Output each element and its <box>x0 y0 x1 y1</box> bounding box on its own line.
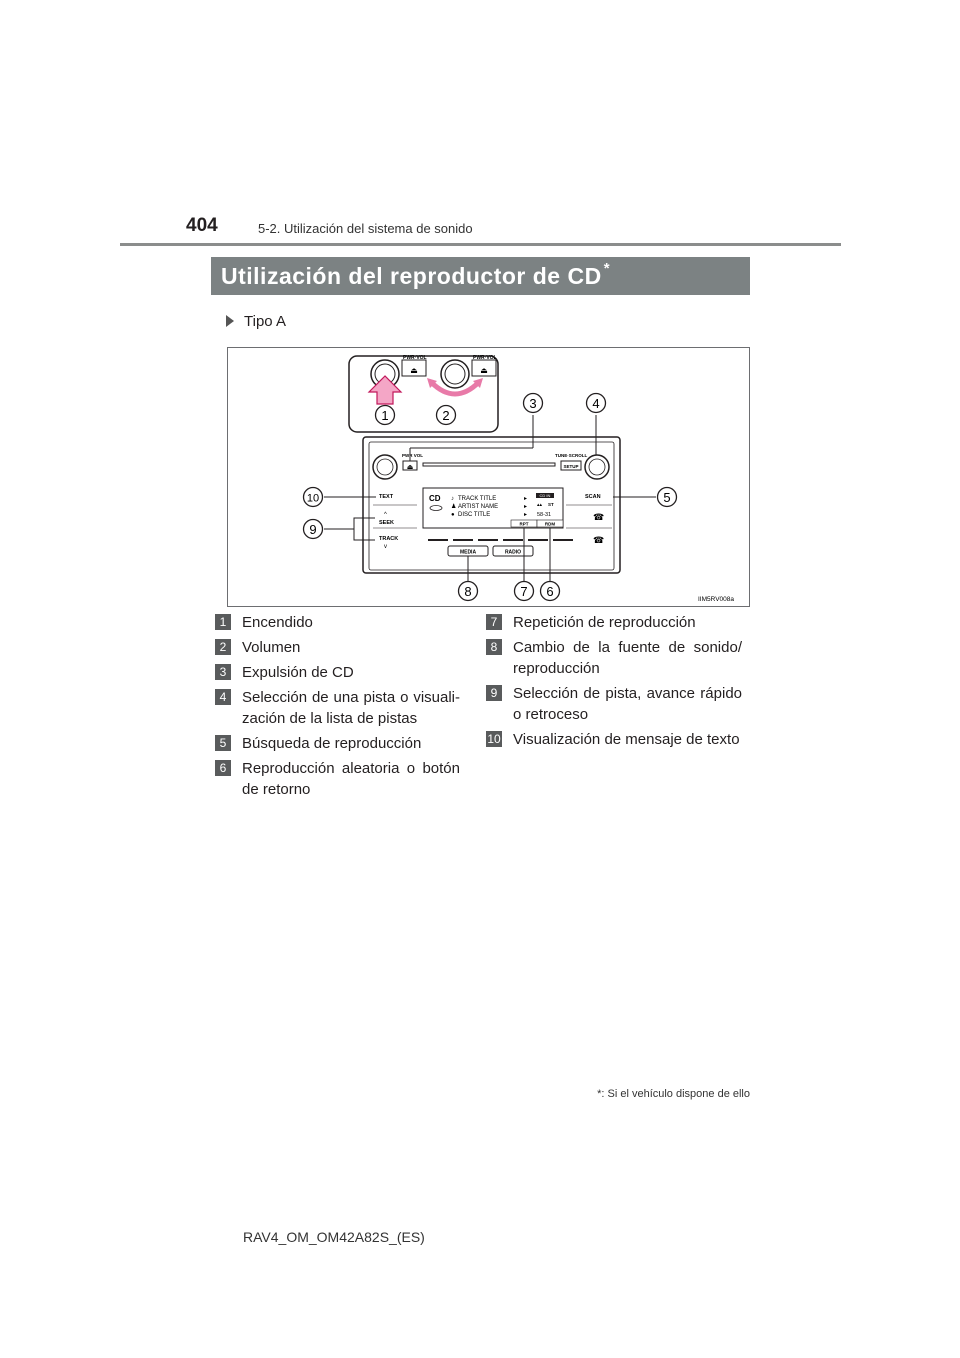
inset-label-right: PWR·VOL <box>473 355 497 361</box>
header-divider <box>120 243 841 246</box>
seek-up-arrow-icon: ^ <box>384 512 387 518</box>
legend-item <box>215 733 460 754</box>
play-arrow-icon: ▸ <box>524 504 528 510</box>
callout-4-label: 4 <box>592 396 600 411</box>
legend-number: 7 <box>486 614 502 630</box>
rpt-label: RPT <box>519 521 529 527</box>
screen-cd-label: CD <box>429 494 441 503</box>
legend-text: Visualización de mensaje de texto <box>513 731 740 748</box>
section-title: 5-2. Utilización del sistema de sonido <box>258 221 473 236</box>
screen-track-title: TRACK TITLE <box>458 496 497 502</box>
power-volume-knob-inner <box>377 459 393 475</box>
legend-number: 4 <box>215 689 231 705</box>
callout-7-label: 7 <box>520 584 528 599</box>
legend-right-column <box>486 612 742 754</box>
legend-item <box>215 637 460 658</box>
disc-small-icon: ● <box>451 512 455 518</box>
legend-item <box>215 687 460 729</box>
stereo-badge: ST <box>548 502 554 507</box>
eject-icon: ⏏ <box>406 464 414 471</box>
legend-text: Repetición de reproducción <box>513 614 696 631</box>
legend-number: 8 <box>486 639 502 655</box>
audio-panel-figure <box>227 347 750 607</box>
callout-8 <box>459 582 478 601</box>
legend-item <box>486 729 742 750</box>
callout-6-label: 6 <box>546 584 554 599</box>
pwr-vol-label: PWR VOL <box>402 453 423 458</box>
legend-number: 2 <box>215 639 231 655</box>
inset-knob-right-inner <box>445 364 465 384</box>
page-number: 404 <box>186 215 218 236</box>
type-heading-label: Tipo A <box>244 313 286 330</box>
music-note-icon: ♪ <box>451 496 454 502</box>
rdm-label: RDM <box>544 521 556 527</box>
callout-3 <box>524 394 543 413</box>
play-arrow-icon: ▸ <box>524 496 528 502</box>
radio-label: RADIO <box>504 549 522 556</box>
play-arrow-icon: ▸ <box>524 512 528 518</box>
tune-scroll-knob-inner <box>589 459 605 475</box>
screen-artist-name: ARTIST NAME <box>458 504 499 510</box>
callout-6 <box>541 582 560 601</box>
phone-icon: ☎ <box>593 512 605 522</box>
legend-number: 9 <box>486 685 502 701</box>
callout-8-label: 8 <box>464 584 472 599</box>
legend-item <box>486 683 742 725</box>
callout-10 <box>304 488 323 507</box>
legend-item <box>215 758 460 800</box>
audio-panel-illustration <box>228 348 749 606</box>
callout-1 <box>376 406 395 425</box>
track-label: TRACK <box>379 536 399 542</box>
callout-5 <box>658 488 677 507</box>
legend-number: 10 <box>487 732 501 746</box>
manual-code: RAV4_OM_OM42A82S_(ES) <box>243 1229 425 1245</box>
legend-text: Reproducción aleatoria o botón de retorno <box>242 760 460 798</box>
hangup-phone-icon: ☎ <box>593 535 605 545</box>
text-button-label: TEXT <box>379 494 394 500</box>
legend-text: Expulsión de CD <box>242 664 354 681</box>
tune-scroll-label: TUNE·SCROLL <box>555 453 588 458</box>
eject-icon: ⏏ <box>480 366 488 375</box>
callout-3-label: 3 <box>529 396 537 411</box>
legend-number: 6 <box>215 760 231 776</box>
figure-code: IIM5RV008a <box>698 596 735 603</box>
legend-text: Cambio de la fuente de sonido/ reproducción <box>513 639 742 677</box>
callout-10-label: 10 <box>306 492 320 505</box>
media-label: MEDIA <box>459 549 477 556</box>
legend-text: Volumen <box>242 639 301 656</box>
callout-2 <box>437 406 456 425</box>
legend-text: Búsqueda de reproducción <box>242 735 422 752</box>
cd-slot <box>423 463 555 466</box>
screen-disc-title: DISC TITLE <box>458 512 491 518</box>
page-title <box>211 257 750 295</box>
legend-item <box>486 612 742 633</box>
footnote-text: : Si el vehículo dispone de ello <box>601 1088 750 1100</box>
callout-4 <box>587 394 606 413</box>
screen-time: 58-31 <box>537 512 552 518</box>
inset-label-left: PWR·VOL <box>403 355 427 361</box>
asterisk-mark: * <box>603 260 611 277</box>
person-icon: ♟ <box>451 504 457 510</box>
legend-number: 5 <box>215 735 231 751</box>
setup-label: SETUP <box>563 464 579 469</box>
legend-item <box>215 612 460 633</box>
legend-left-column <box>215 612 460 804</box>
legend-text: Selección de pista, avance rápido o retroceso <box>513 685 742 723</box>
page-title-text: Utilización del reproductor de CD <box>221 263 602 289</box>
type-heading <box>226 313 286 330</box>
seek-label: SEEK <box>379 520 394 526</box>
callout-7 <box>515 582 534 601</box>
callout-2-label: 2 <box>442 408 450 423</box>
callout-1-label: 1 <box>381 408 389 423</box>
eject-icon: ⏏ <box>410 366 418 375</box>
signal-icon: ▴▴ <box>537 502 543 508</box>
legend-text: Encendido <box>242 614 313 631</box>
scan-button-label: SCAN <box>585 494 601 500</box>
legend-item <box>215 662 460 683</box>
footnote <box>597 1088 750 1100</box>
legend-text: Selección de una pista o visuali-zación de la lista de pistas <box>242 689 460 727</box>
asterisk-mark: * <box>597 1088 602 1100</box>
callout-9 <box>304 520 323 539</box>
legend-number: 3 <box>215 664 231 680</box>
triangle-arrow-icon <box>226 315 234 327</box>
cd-in-badge-label: CD IN <box>539 493 551 498</box>
track-down-arrow-icon: v <box>384 544 387 550</box>
callout-9-label: 9 <box>309 522 317 537</box>
callout-5-label: 5 <box>663 490 671 505</box>
legend-number: 1 <box>215 614 231 630</box>
legend-item <box>486 637 742 679</box>
